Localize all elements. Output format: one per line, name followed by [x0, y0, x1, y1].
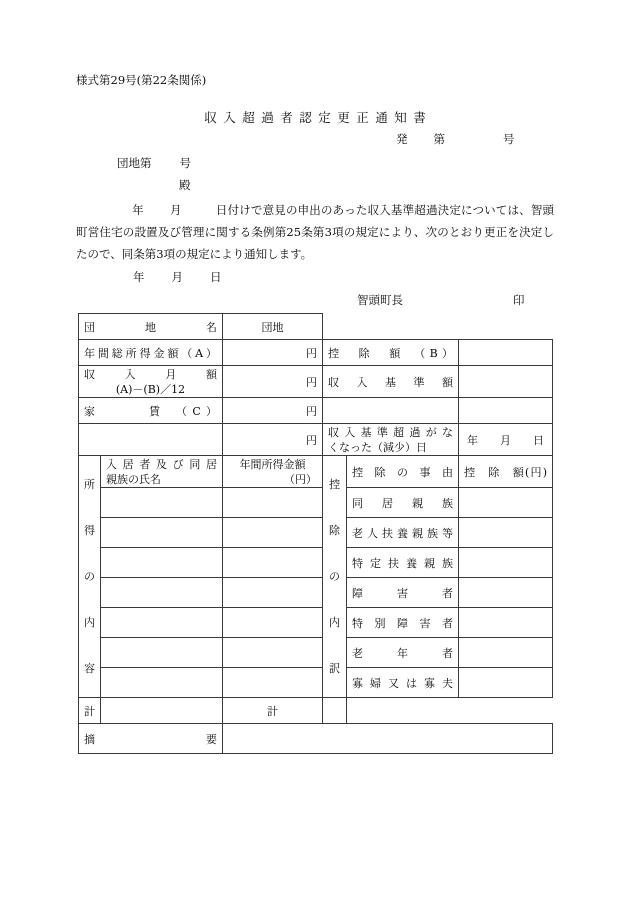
vlabel-char: 得 — [84, 524, 95, 538]
date-placeholder — [464, 432, 547, 448]
vlabel-char: の — [84, 569, 95, 583]
deduction-reason-label: 老人扶養親族等 — [352, 526, 453, 540]
vlabel-char: 所 — [84, 478, 95, 492]
cell-resident-income[interactable] — [223, 578, 323, 608]
monthly-income-label — [84, 367, 217, 397]
cell-no-excess-label — [323, 424, 459, 456]
annual-amount-header-line1: 年間所得金額 — [239, 457, 306, 471]
cell-resident-name[interactable] — [101, 608, 223, 638]
deduction-amount-header: 控 除 額(円) — [464, 465, 547, 479]
deduction-reason-label: 特 別 障 害 者 — [352, 616, 453, 630]
signer-name: 智頭町長 — [357, 293, 403, 307]
issue-middle: 第 — [433, 132, 445, 146]
cell-monthly-income-value[interactable] — [223, 366, 323, 398]
annual-amount-header — [228, 457, 317, 487]
cell-blank-right-2[interactable] — [459, 398, 553, 424]
body-line2: 町営住宅の設置及び管理に関する条例第25条第3項の規定により、次のとおり更正を決定し — [76, 225, 554, 239]
cell-deduction-b-label — [323, 340, 459, 366]
resident-name-header-line2: 親族の氏名 — [106, 472, 161, 486]
cell-monthly-income-label — [79, 366, 223, 398]
cell-deduction-amount[interactable] — [459, 488, 553, 518]
cell-deduction-amount[interactable] — [459, 668, 553, 698]
cell-spacer-2 — [347, 314, 459, 340]
notification-date-line — [133, 269, 222, 285]
income-excess-table — [78, 313, 553, 754]
cell-spacer-1 — [323, 314, 347, 340]
cell-deduction-reason — [347, 668, 459, 698]
resident-name-header — [106, 457, 217, 487]
income-total-label: 計 — [84, 704, 95, 718]
cell-deduction-reason — [347, 518, 459, 548]
issue-suffix: 号 — [503, 132, 515, 146]
vlabel-char: 訳 — [329, 661, 340, 675]
deduction-reason-header: 控 除 の 事 由 — [352, 465, 453, 479]
resident-name-header-line1: 入居者及び同居 — [106, 457, 217, 471]
danchi-suffix: 号 — [179, 156, 191, 170]
yen-unit: 円 — [306, 375, 317, 389]
vlabel-char: 容 — [84, 661, 95, 675]
cell-income-detail-vlabel — [79, 456, 101, 698]
table-row-detail-1 — [79, 488, 553, 518]
ymd-day: 日 — [533, 433, 544, 447]
table-row-detail-7 — [79, 668, 553, 698]
document-title: 収入超過者認定更正通知書 — [204, 110, 433, 125]
danchi-name-label: 団 地 名 — [84, 320, 217, 334]
cell-deduction-amount[interactable] — [459, 548, 553, 578]
yen-unit: 円 — [306, 346, 317, 360]
seal-mark: 印 — [513, 293, 525, 307]
cell-income-total-value[interactable] — [101, 698, 223, 724]
cell-danchi-name-label — [79, 314, 223, 340]
table-row-remarks — [79, 724, 553, 754]
table-row-totals — [79, 698, 553, 724]
cell-deduction-amount[interactable] — [459, 638, 553, 668]
rent-label: 家 賃 （C） — [84, 404, 217, 418]
cell-resident-income[interactable] — [223, 488, 323, 518]
cell-income-total-label — [79, 698, 101, 724]
table-row-rent — [79, 398, 553, 424]
cell-annual-income-value[interactable] — [223, 340, 323, 366]
table-row-detail-3 — [79, 548, 553, 578]
table-row-no-excess-date — [79, 424, 553, 456]
date-day: 日 — [210, 270, 222, 284]
table-row-annual-income — [79, 340, 553, 366]
cell-resident-name[interactable] — [101, 518, 223, 548]
annual-amount-header-line2: （円） — [284, 472, 317, 486]
danchi-number-line — [117, 155, 191, 171]
deduction-reason-label: 老 年 者 — [352, 646, 453, 660]
body-line1-rest: 日付けで意見の申出のあった収入基準超過決定については、智頭 — [215, 203, 555, 217]
date-month: 月 — [171, 270, 183, 284]
no-excess-label-line2: くなった（減少）日 — [328, 440, 427, 454]
cell-deduction-reason — [347, 638, 459, 668]
date-year: 年 — [133, 270, 145, 284]
cell-blank-right-1[interactable] — [323, 398, 459, 424]
cell-deduction-amount[interactable] — [459, 608, 553, 638]
vlabel-char: 控 — [329, 478, 340, 492]
cell-resident-name[interactable] — [101, 578, 223, 608]
cell-deduction-b-value[interactable] — [459, 340, 553, 366]
monthly-income-label-line2: (A)－(B)／12 — [115, 382, 186, 396]
cell-resident-income[interactable] — [223, 518, 323, 548]
no-excess-label-line1: 収入基準超過がな — [328, 425, 453, 439]
cell-remarks-label — [79, 724, 223, 754]
danchi-label: 団地第 — [117, 156, 152, 170]
table-row-detail-headers — [79, 456, 553, 488]
cell-remarks-value[interactable] — [223, 724, 553, 754]
cell-deduction-total-label — [223, 698, 323, 724]
cell-deduction-amount-header — [459, 456, 553, 488]
table-row-detail-6 — [79, 638, 553, 668]
cell-resident-name-header — [101, 456, 223, 488]
deduction-reason-label: 寡婦又は寡夫 — [352, 676, 453, 690]
cell-deduction-amount[interactable] — [459, 518, 553, 548]
cell-blank-left-label[interactable] — [79, 424, 223, 456]
remarks-label: 摘 要 — [84, 732, 217, 746]
cell-resident-name[interactable] — [101, 548, 223, 578]
cell-deduction-amount[interactable] — [459, 578, 553, 608]
income-detail-vertical-label — [79, 462, 100, 691]
cell-rent-label — [79, 398, 223, 424]
cell-no-excess-date-value[interactable] — [459, 424, 553, 456]
monthly-income-label-line1: 収 入 月 額 — [84, 367, 217, 381]
cell-deduction-reason — [347, 488, 459, 518]
cell-income-standard-label — [323, 366, 459, 398]
ymd-month: 月 — [500, 433, 511, 447]
cell-deduction-detail-vlabel — [323, 456, 347, 698]
issue-prefix: 発 — [396, 132, 408, 146]
form-number: 様式第29号(第22条関係) — [76, 73, 207, 87]
addressee-honorific: 殿 — [179, 178, 191, 192]
cell-blank-left-value[interactable] — [223, 424, 323, 456]
vlabel-char: 内 — [84, 615, 95, 629]
deduction-b-label: 控 除 額 （B） — [328, 346, 453, 360]
cell-resident-income[interactable] — [223, 668, 323, 698]
deduction-reason-label: 障 害 者 — [352, 586, 453, 600]
yen-unit: 円 — [306, 404, 317, 418]
table-row-detail-4 — [79, 578, 553, 608]
deduction-detail-vertical-label — [323, 462, 346, 691]
income-standard-label: 収 入 基 準 額 — [328, 375, 453, 389]
vlabel-char: 内 — [329, 615, 340, 629]
deduction-reason-label: 特定扶養親族 — [352, 556, 453, 570]
table-row-monthly-income — [79, 366, 553, 398]
cell-rent-value[interactable] — [223, 398, 323, 424]
signature-line — [357, 292, 525, 308]
cell-resident-name[interactable] — [101, 668, 223, 698]
table-row-danchi-name — [79, 314, 553, 340]
cell-annual-amount-header — [223, 456, 323, 488]
deduction-total-label: 計 — [267, 704, 278, 718]
vlabel-char: 除 — [329, 524, 340, 538]
deduction-reason-label: 同 居 親 族 — [352, 496, 453, 510]
issue-number-line — [396, 131, 515, 147]
cell-deduction-total-value[interactable] — [323, 698, 347, 724]
table-row-detail-5 — [79, 608, 553, 638]
body-year: 年 — [132, 203, 144, 217]
cell-resident-name[interactable] — [101, 488, 223, 518]
table-row-detail-2 — [79, 518, 553, 548]
cell-deduction-reason — [347, 548, 459, 578]
cell-spacer-3 — [459, 314, 553, 340]
yen-unit: 円 — [306, 433, 317, 447]
cell-income-standard-value[interactable] — [459, 366, 553, 398]
cell-danchi-name-value[interactable] — [223, 314, 323, 340]
danchi-name-value: 団地 — [261, 320, 284, 334]
cell-deduction-reason — [347, 578, 459, 608]
body-month: 月 — [169, 203, 182, 217]
annual-income-label: 年間総所得金額（A） — [84, 346, 217, 360]
vlabel-char: の — [329, 569, 340, 583]
cell-resident-income[interactable] — [223, 548, 323, 578]
body-line3: たので、同条第3項の規定により通知します。 — [76, 247, 313, 261]
cell-resident-income[interactable] — [223, 608, 323, 638]
cell-deduction-reason — [347, 608, 459, 638]
cell-resident-name[interactable] — [101, 638, 223, 668]
no-excess-label — [328, 425, 453, 455]
ymd-year: 年 — [467, 433, 478, 447]
cell-deduction-reason-header — [347, 456, 459, 488]
notification-paragraph — [76, 199, 554, 265]
cell-resident-income[interactable] — [223, 638, 323, 668]
cell-annual-income-label — [79, 340, 223, 366]
